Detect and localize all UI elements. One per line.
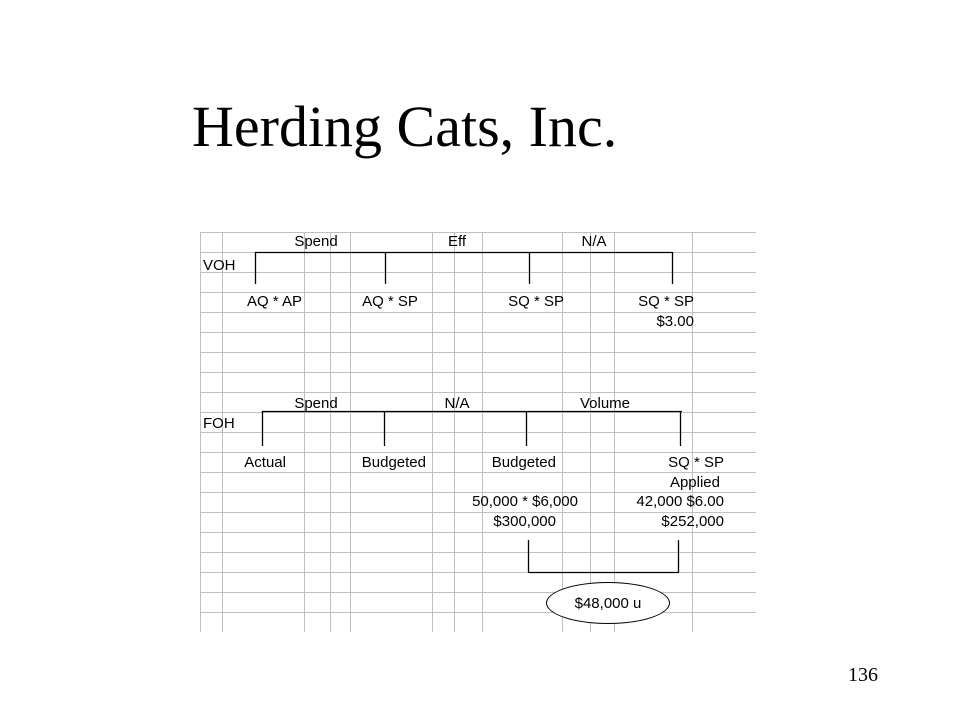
voh-col-aq-ap: AQ * AP <box>246 293 302 310</box>
foh-col-budgeted-2: Budgeted <box>491 454 556 471</box>
foh-budget-calc: 50,000 * $6,000 <box>472 493 578 510</box>
foh-applied-calc: 42,000 $6.00 <box>636 493 724 510</box>
volume-variance-oval <box>546 582 670 624</box>
foh-volume-label: Volume <box>579 395 631 412</box>
voh-row-label: VOH <box>203 257 236 274</box>
voh-col-aq-sp: AQ * SP <box>362 293 418 310</box>
foh-col-actual: Actual <box>244 454 286 471</box>
voh-col-sq-sp-applied: SQ * SP <box>638 293 694 310</box>
foh-applied-total: $252,000 <box>661 513 724 530</box>
foh-applied-label: Applied <box>669 474 720 491</box>
voh-col-sq-sp: SQ * SP <box>508 293 564 310</box>
voh-spend-label: Spend <box>294 233 338 250</box>
voh-eff-label: Eff <box>447 233 467 250</box>
voh-rate: $3.00 <box>656 313 694 330</box>
volume-variance-value: $48,000 u <box>574 594 642 612</box>
page-number: 136 <box>848 664 878 686</box>
spreadsheet <box>200 232 756 632</box>
foh-col-sq-sp: SQ * SP <box>668 454 724 471</box>
foh-budget-total: $300,000 <box>493 513 556 530</box>
foh-na-label: N/A <box>444 395 470 412</box>
voh-na-label: N/A <box>581 233 607 250</box>
foh-row-label: FOH <box>203 415 235 432</box>
foh-col-budgeted: Budgeted <box>361 454 426 471</box>
foh-spend-label: Spend <box>294 395 338 412</box>
slide-title: Herding Cats, Inc. <box>192 94 618 159</box>
